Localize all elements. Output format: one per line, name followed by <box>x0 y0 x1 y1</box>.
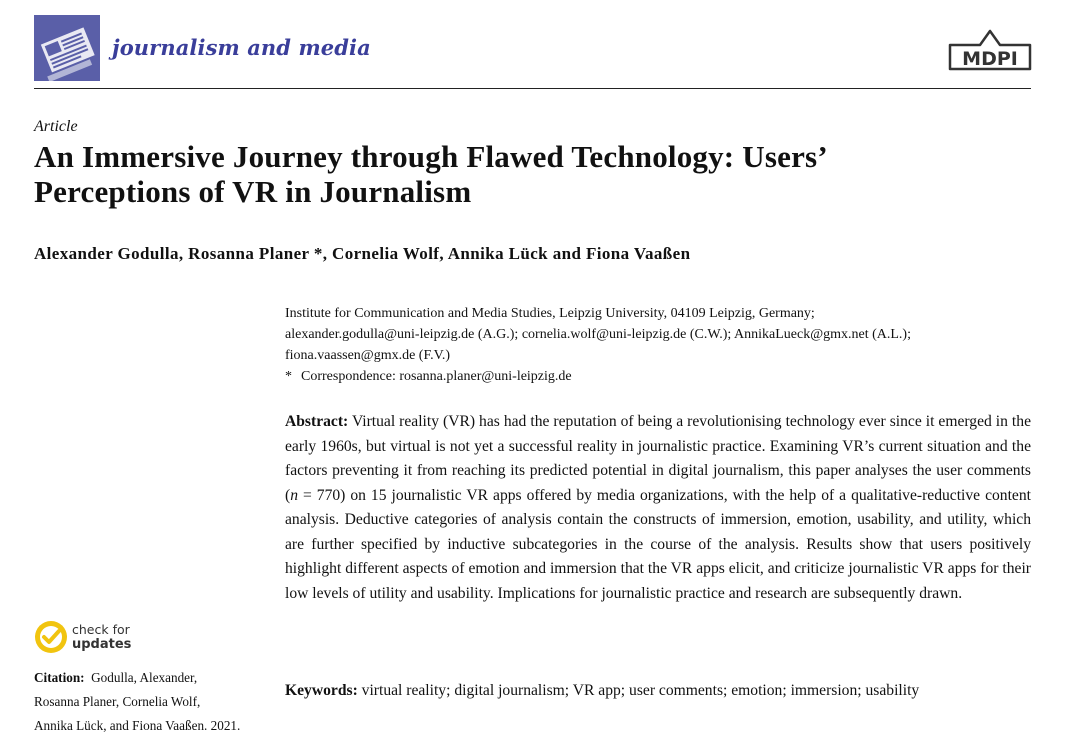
citation-text-1: Godulla, Alexander, <box>91 670 198 685</box>
svg-text:MDPI: MDPI <box>962 48 1018 70</box>
mdpi-logo[interactable] <box>946 25 1034 75</box>
check-for-updates-button[interactable] <box>34 618 164 658</box>
abstract-text-2: = 770) on 15 journalistic VR apps offered by media organizations, with the help of a qualitative-reductive content analysis. Deductive categories of analysis contain the constructs of immersion, emotion, usability, and utility, which are further specified by inductive subcategories in the course of the analysis. Results show that users positively highlight different aspects of emotion and immersion that the VR apps elicit, and criticize journalistic VR apps for their low levels of utility and usability. Implications for journalistic practice and research are subsequently drawn. <box>285 486 1031 602</box>
title-line-2: Perceptions of VR in Journalism <box>34 174 472 209</box>
citation-line-2: Rosanna Planer, Cornelia Wolf, <box>34 694 201 709</box>
journal-logo <box>34 15 100 81</box>
newspaper-icon <box>34 15 100 81</box>
journal-name[interactable]: journalism and media <box>112 35 371 60</box>
affiliation-emails-cont[interactable]: fiona.vaassen@gmx.de (F.V.) <box>285 348 451 363</box>
check-badge-icon <box>34 620 68 654</box>
affiliation-emails[interactable]: alexander.godulla@uni-leipzig.de (A.G.); cornelia.wolf@uni-leipzig.de (C.W.); AnnikaLueck@gmx.net (A.L.); <box>285 327 911 342</box>
title-line-1: An Immersive Journey through Flawed Technology: Users’ <box>34 139 828 174</box>
article-type: Article <box>34 118 78 135</box>
check-updates-line-2: updates <box>72 637 132 652</box>
citation-label: Citation: <box>34 670 85 685</box>
keywords-label: Keywords: <box>285 682 358 699</box>
affiliation-line: Institute for Communication and Media Studies, Leipzig University, 04109 Leipzig, Germany; <box>285 306 815 321</box>
abstract-n-symbol: n <box>290 486 298 504</box>
keywords-text: virtual reality; digital journalism; VR app; user comments; emotion; immersion; usability <box>361 682 920 699</box>
header-rule <box>34 88 1031 89</box>
affiliation-block <box>285 303 1045 387</box>
correspondence <box>285 366 1045 387</box>
abstract-label: Abstract: <box>285 413 349 430</box>
mdpi-logo-icon <box>946 25 1034 75</box>
check-updates-line-1: check for <box>72 622 130 637</box>
article-title <box>34 139 1034 209</box>
correspondence-star: * <box>285 369 292 384</box>
correspondence-text[interactable]: Correspondence: rosanna.planer@uni-leipzig.de <box>301 369 572 384</box>
keywords <box>285 682 919 700</box>
abstract-text-1: Virtual reality (VR) has had the reputation of being a revolutionising technology ever since it emerged in the early 1960s, but virtual is not yet a successful reality in journalistic practice. Examining VR’s current situation and the factors preventing it from reaching its predicted potential in digital journalism, this paper analyses the user comments ( <box>285 413 1031 504</box>
author-list: Alexander Godulla, Rosanna Planer *, Cornelia Wolf, Annika Lück and Fiona Vaaßen <box>34 244 691 263</box>
citation-line-3: Annika Lück, and Fiona Vaaßen. 2021. <box>34 718 241 733</box>
citation-block <box>34 666 279 738</box>
citation-line-1 <box>34 666 279 690</box>
abstract <box>285 410 1031 606</box>
